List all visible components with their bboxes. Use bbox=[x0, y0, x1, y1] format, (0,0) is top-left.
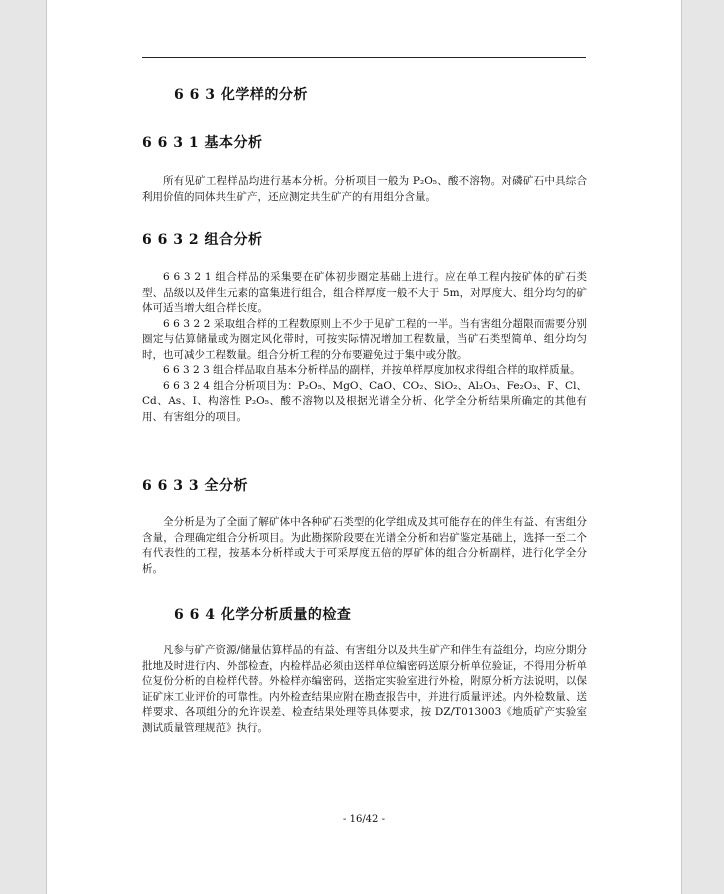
paragraph-block-6633 bbox=[142, 515, 587, 577]
section-heading-6633: 6 6 3 3 全分析 bbox=[142, 478, 248, 494]
header-rule bbox=[142, 57, 586, 58]
section-heading-664: 6 6 4 化学分析质量的检查 bbox=[174, 607, 352, 623]
section-heading-663: 6 6 3 化学样的分析 bbox=[174, 87, 308, 103]
paragraph-66324: 6 6 3 2 4 组合分析项目为：P₂O₅、MgO、CaO、CO₂、SiO₂、Al₂O₃、Fe₂O₃、F、Cl、Cd、As、I、构溶性 P₂O₅、酸不溶物以及根据光谱全分析、化学全分析结果所确定的其他有用、有害组分的项目。 bbox=[142, 379, 587, 423]
paragraph-66323: 6 6 3 2 3 组合样品取自基本分析样品的副样，并按单样厚度加权求得组合样的取样质量。 bbox=[163, 364, 581, 376]
paragraph-block-664 bbox=[142, 643, 587, 736]
paragraph-66322: 6 6 3 2 2 采取组合样的工程数原则上不少于见矿工程的一半。当有害组分超限而需要分别圈定与估算储量或为圈定风化带时，可按实际情况增加工程数量，当矿石类型简单、组分均匀时，也可减少工程数量。组合分析工程的分布要避免过于集中或分散。 bbox=[142, 317, 587, 361]
paragraph: 凡参与矿产资源/储量估算样品的有益、有害组分以及共生矿产和伴生有益组分，均应分期分批地及时进行内、外部检查，内检样品必须由送样单位编密码送原分析单位验证，不得用分析单位复份分析的自检样代替。外检样亦编密码，送指定实验室进行外检，附原分析方法说明，以保证矿床工业评价的可靠性。内外检查结果应附在勘查报告中，并进行质量评述。内外检数量、送样要求、各项组分的允许误差、检查结果处理等具体要求，按 DZ/T013003《地质矿产实验室测试质量管理规范》执行。 bbox=[142, 644, 587, 734]
document-page bbox=[46, 0, 682, 894]
paragraph-66321: 6 6 3 2 1 组合样品的采集要在矿体初步圈定基础上进行。应在单工程内按矿体的矿石类型、品级以及伴生元素的富集进行组合，组合样厚度一般不大于 5m，对厚度大、组分均匀的矿体可适当增大组合样长度。 bbox=[142, 271, 587, 314]
paragraph-block-6632 bbox=[142, 270, 587, 425]
section-heading-6632: 6 6 3 2 组合分析 bbox=[142, 232, 263, 248]
paragraph-block-6631 bbox=[142, 174, 587, 205]
paragraph: 全分析是为了全面了解矿体中各种矿石类型的化学组成及其可能存在的伴生有益、有害组分含量，合理确定组合分析项目。为此勘探阶段要在光谱全分析和岩矿鉴定基础上，选择一至二个有代表性的工程，按基本分析样或大于可采厚度五倍的厚矿体的组合分析副样，进行化学全分析。 bbox=[142, 516, 587, 575]
viewer-background bbox=[0, 0, 46, 894]
paragraph: 所有见矿工程样品均进行基本分析。分析项目一般为 P₂O₅、酸不溶物。对磷矿石中具综合利用价值的同体共生矿产，还应测定共生矿产的有用组分含量。 bbox=[142, 175, 587, 203]
page-number: - 16/42 - bbox=[343, 814, 385, 825]
section-heading-6631: 6 6 3 1 基本分析 bbox=[142, 135, 263, 151]
